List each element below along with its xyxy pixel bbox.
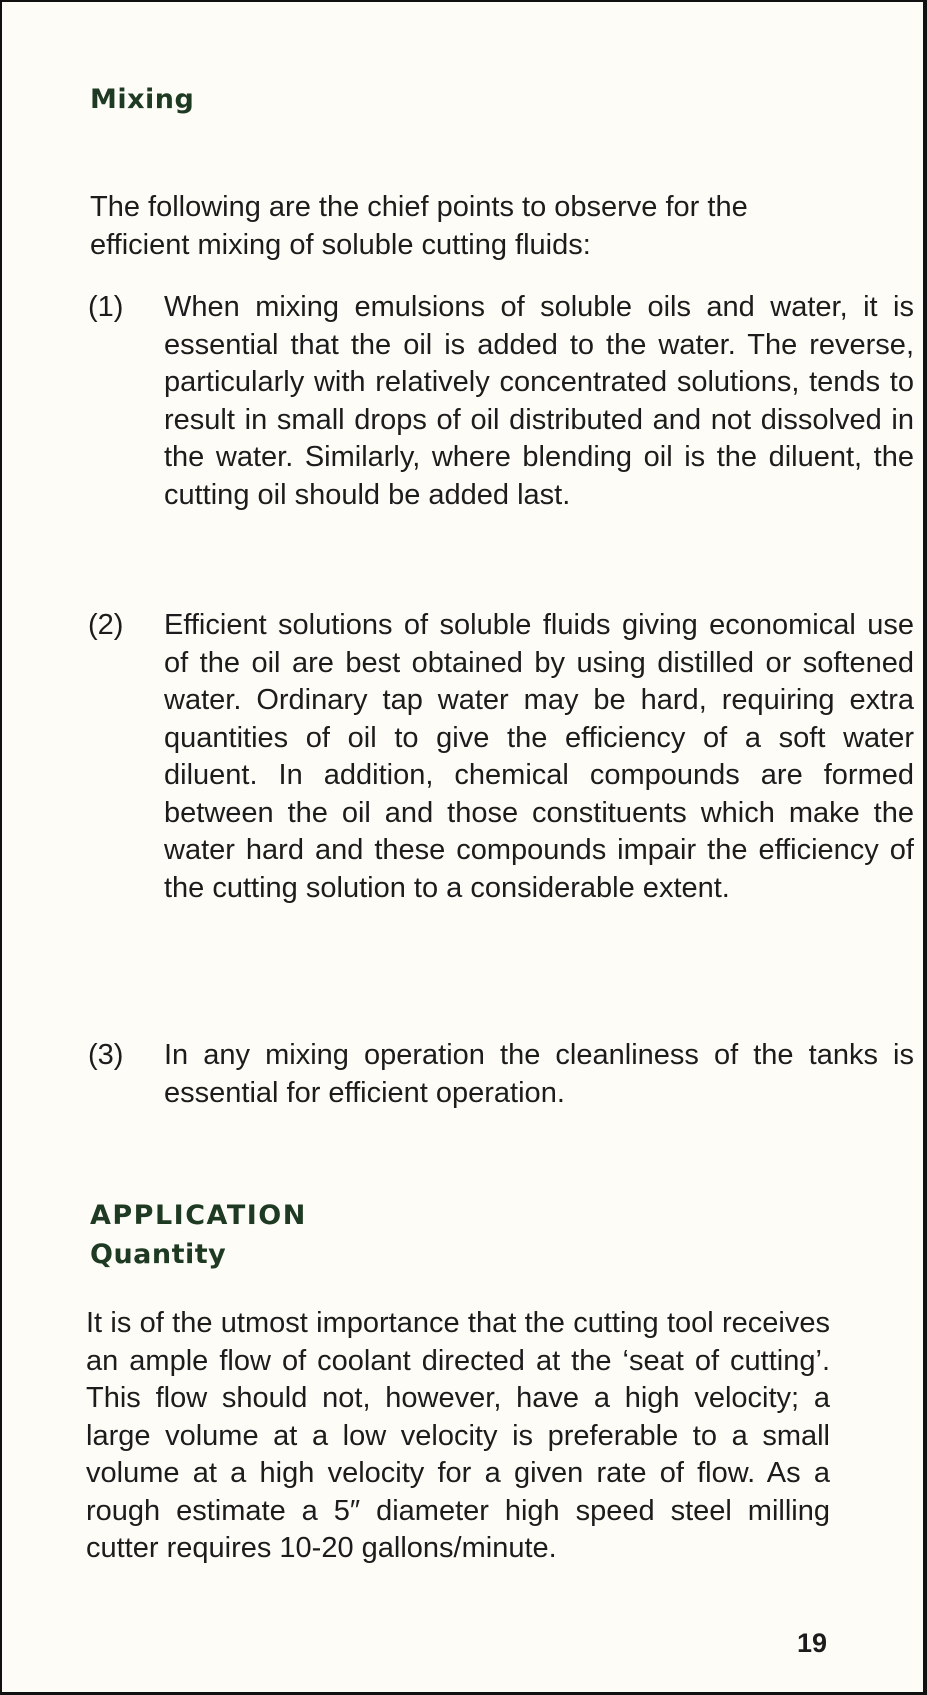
- application-heading: APPLICATION: [90, 1200, 307, 1231]
- mixing-intro-paragraph: The following are the chief points to observe for the efficient mixing of soluble cutting fluids:: [90, 191, 748, 261]
- quantity-subheading: Quantity: [90, 1239, 227, 1270]
- list-item-text: When mixing emulsions of soluble oils and water, it is essential that the oil is added to the water. The reverse, particularly with relatively concentrated solutions, tends to result in small drops of oil distributed and not dissolved in the water. Similarly, where blending oil is the diluent, the cutting oil should be added last.: [164, 291, 914, 511]
- quantity-paragraph: It is of the utmost importance that the cutting tool receives an ample flow of coolant directed at the ‘seat of cutting’. This flow should not, however, have a high velocity; a large volume at a low velocity is preferable to a small volume at a high velocity for a given rate of flow. As a rough estimate a 5″ diameter high speed steel milling cutter requires 10-20 gallons/minute.: [86, 1307, 830, 1564]
- list-item-text: In any mixing operation the cleanliness of the tanks is essential for efficient operation.: [164, 1039, 914, 1109]
- list-item-number: (3): [88, 1039, 124, 1071]
- list-item-text: Efficient solutions of soluble fluids giving economical use of the oil are best obtained by using distilled or softened water. Ordinary tap water may be hard, requiring extra quantities of oil to give the efficiency of a soft water diluent. In addition, chemical compounds are formed between the oil and those constituents which make the water hard and these compounds impair the efficiency of the cutting solution to a considerable extent.: [164, 609, 914, 904]
- page-number: 19: [796, 1628, 827, 1658]
- mixing-heading: Mixing: [90, 84, 195, 115]
- list-item-number: (1): [88, 291, 124, 323]
- list-item-number: (2): [88, 609, 124, 641]
